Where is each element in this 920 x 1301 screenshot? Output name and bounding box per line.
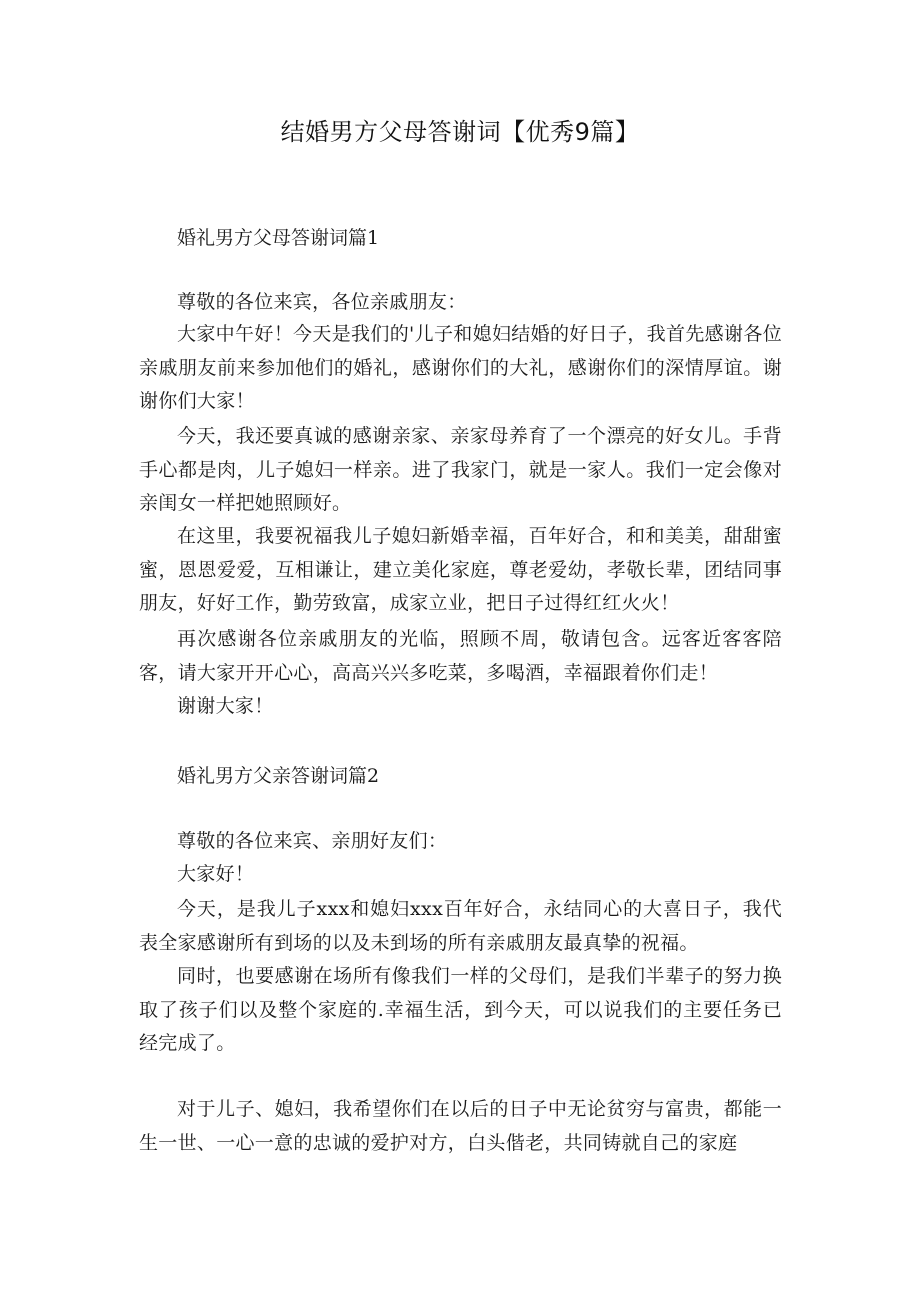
section2-greeting: 尊敬的各位来宾、亲朋好友们： <box>177 830 448 852</box>
section-heading-1: 婚礼男方父母答谢词篇1 <box>177 227 380 249</box>
section1-paragraph-3: 在这里，我要祝福我儿子媳妇新婚幸福，百年好合，和和美美，甜甜蜜蜜，恩恩爱爱，互相谦让，建立美化家庭，尊老爱幼，孝敬长辈，团结同事朋友，好好工作，勤劳致富，成家立业，把日子过得红红火火！ <box>139 525 782 614</box>
section2-paragraph-4: 对于儿子、媳妇，我希望你们在以后的日子中无论贫穷与富贵，都能一生一世、一心一意的忠诚的爱护对方，白头偕老，共同铸就自己的家庭 <box>139 1098 782 1154</box>
section2-paragraph-3: 同时，也要感谢在场所有像我们一样的父母们，是我们半辈子的努力换取了孩子们以及整个家庭的.幸福生活，到今天，可以说我们的主要任务已经完成了。 <box>139 965 782 1054</box>
section-heading-2: 婚礼男方父亲答谢词篇2 <box>177 765 380 787</box>
section1-paragraph-4: 再次感谢各位亲戚朋友的光临，照顾不周，敬请包含。远客近客客陪客，请大家开开心心，高高兴兴多吃菜，多喝酒，幸福跟着你们走！ <box>139 628 782 684</box>
section1-greeting: 尊敬的各位来宾，各位亲戚朋友： <box>177 291 467 313</box>
section1-paragraph-1: 大家中午好！今天是我们的'儿子和媳妇结婚的好日子，我首先感谢各位亲戚朋友前来参加他们的婚礼，感谢你们的大礼，感谢你们的深情厚谊。谢谢你们大家！ <box>139 323 782 412</box>
section1-paragraph-2: 今天，我还要真诚的感谢亲家、亲家母养育了一个漂亮的好女儿。手背手心都是肉，儿子媳妇一样亲。进了我家门，就是一家人。我们一定会像对亲闺女一样把她照顾好。 <box>139 425 782 514</box>
section2-paragraph-1: 大家好！ <box>177 863 255 885</box>
section1-paragraph-5: 谢谢大家！ <box>177 695 274 717</box>
document-title: 结婚男方父母答谢词【优秀9篇】 <box>280 118 640 146</box>
section2-paragraph-2: 今天，是我儿子xxx和媳妇xxx百年好合，永结同心的大喜日子，我代表全家感谢所有到场的以及未到场的所有亲戚朋友最真挚的祝福。 <box>139 898 782 954</box>
